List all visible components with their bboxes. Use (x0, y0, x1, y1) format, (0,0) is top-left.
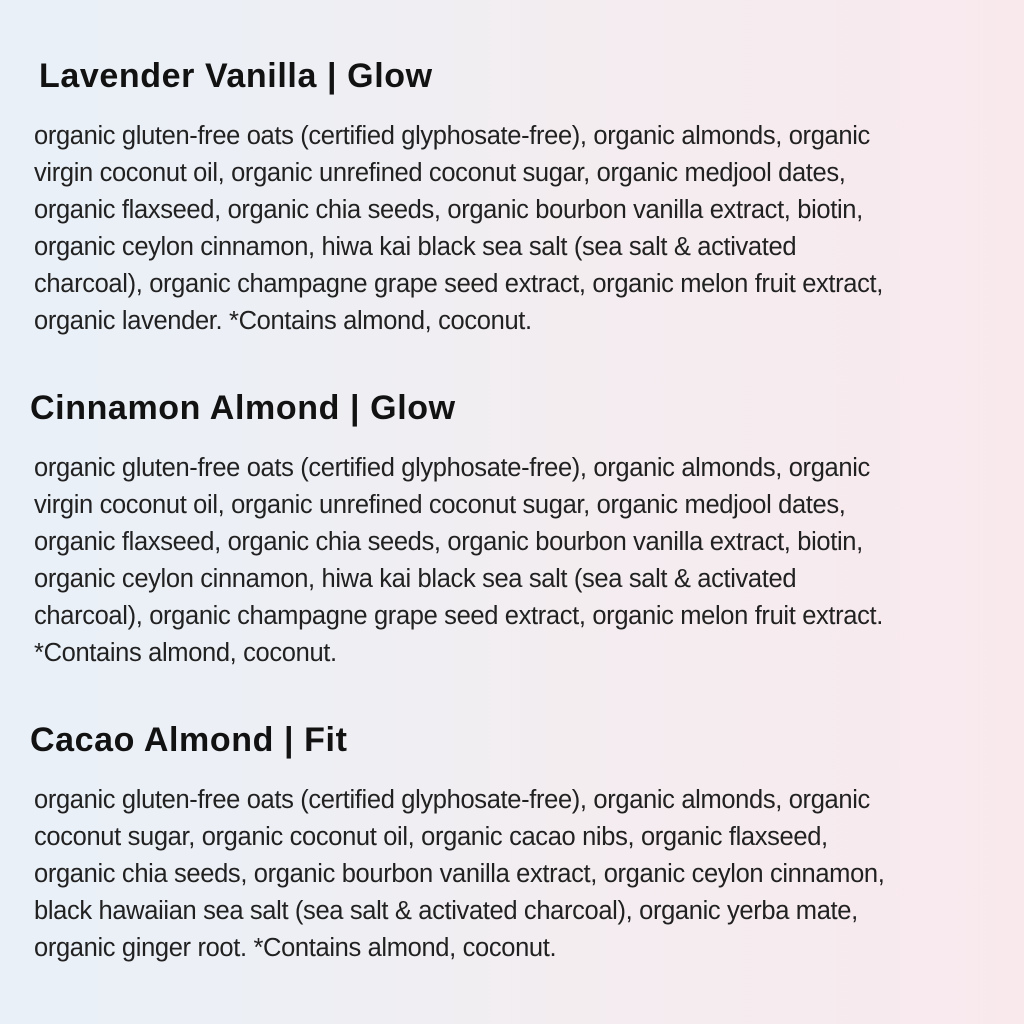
ingredients-line: organic flaxseed, organic chia seeds, organic bourbon vanilla extract, biotin, (34, 528, 863, 556)
ingredients-line: organic gluten-free oats (certified glyphosate-free), organic almonds, organic (34, 454, 870, 482)
ingredients-line: *Contains almond, coconut. (34, 639, 337, 667)
ingredients-paragraph (34, 118, 994, 340)
product-title-cacao-almond: Cacao Almond | Fit (30, 721, 348, 759)
ingredients-line: organic ceylon cinnamon, hiwa kai black sea salt (sea salt & activated (34, 233, 797, 261)
ingredients-line: charcoal), organic champagne grape seed extract, organic melon fruit extract. (34, 602, 884, 630)
ingredients-paragraph (34, 450, 994, 672)
ingredients-line: organic ceylon cinnamon, hiwa kai black sea salt (sea salt & activated (34, 565, 797, 593)
section-cacao-almond-fit (30, 719, 994, 967)
ingredients-line: charcoal), organic champagne grape seed extract, organic melon fruit extract, (34, 270, 884, 298)
ingredients-line: organic gluten-free oats (certified glyphosate-free), organic almonds, organic (34, 786, 870, 814)
ingredients-line: organic lavender. *Contains almond, coconut. (34, 307, 532, 335)
section-cinnamon-almond-glow (30, 387, 994, 672)
ingredients-paragraph (34, 782, 994, 967)
ingredients-line: virgin coconut oil, organic unrefined coconut sugar, organic medjool dates, (34, 159, 846, 187)
ingredients-line: coconut sugar, organic coconut oil, organic cacao nibs, organic flaxseed, (34, 823, 828, 851)
section-lavender-vanilla-glow (34, 55, 994, 340)
ingredients-line: organic gluten-free oats (certified glyphosate-free), organic almonds, organic (34, 122, 870, 150)
product-title-lavender-vanilla: Lavender Vanilla | Glow (39, 57, 433, 95)
ingredients-line: organic ginger root. *Contains almond, coconut. (34, 934, 557, 962)
ingredients-line: organic flaxseed, organic chia seeds, organic bourbon vanilla extract, biotin, (34, 196, 863, 224)
product-title-cinnamon-almond: Cinnamon Almond | Glow (30, 389, 456, 427)
ingredients-line: black hawaiian sea salt (sea salt & activated charcoal), organic yerba mate, (34, 897, 858, 925)
ingredients-line: virgin coconut oil, organic unrefined coconut sugar, organic medjool dates, (34, 491, 846, 519)
ingredients-line: organic chia seeds, organic bourbon vanilla extract, organic ceylon cinnamon, (34, 860, 885, 888)
